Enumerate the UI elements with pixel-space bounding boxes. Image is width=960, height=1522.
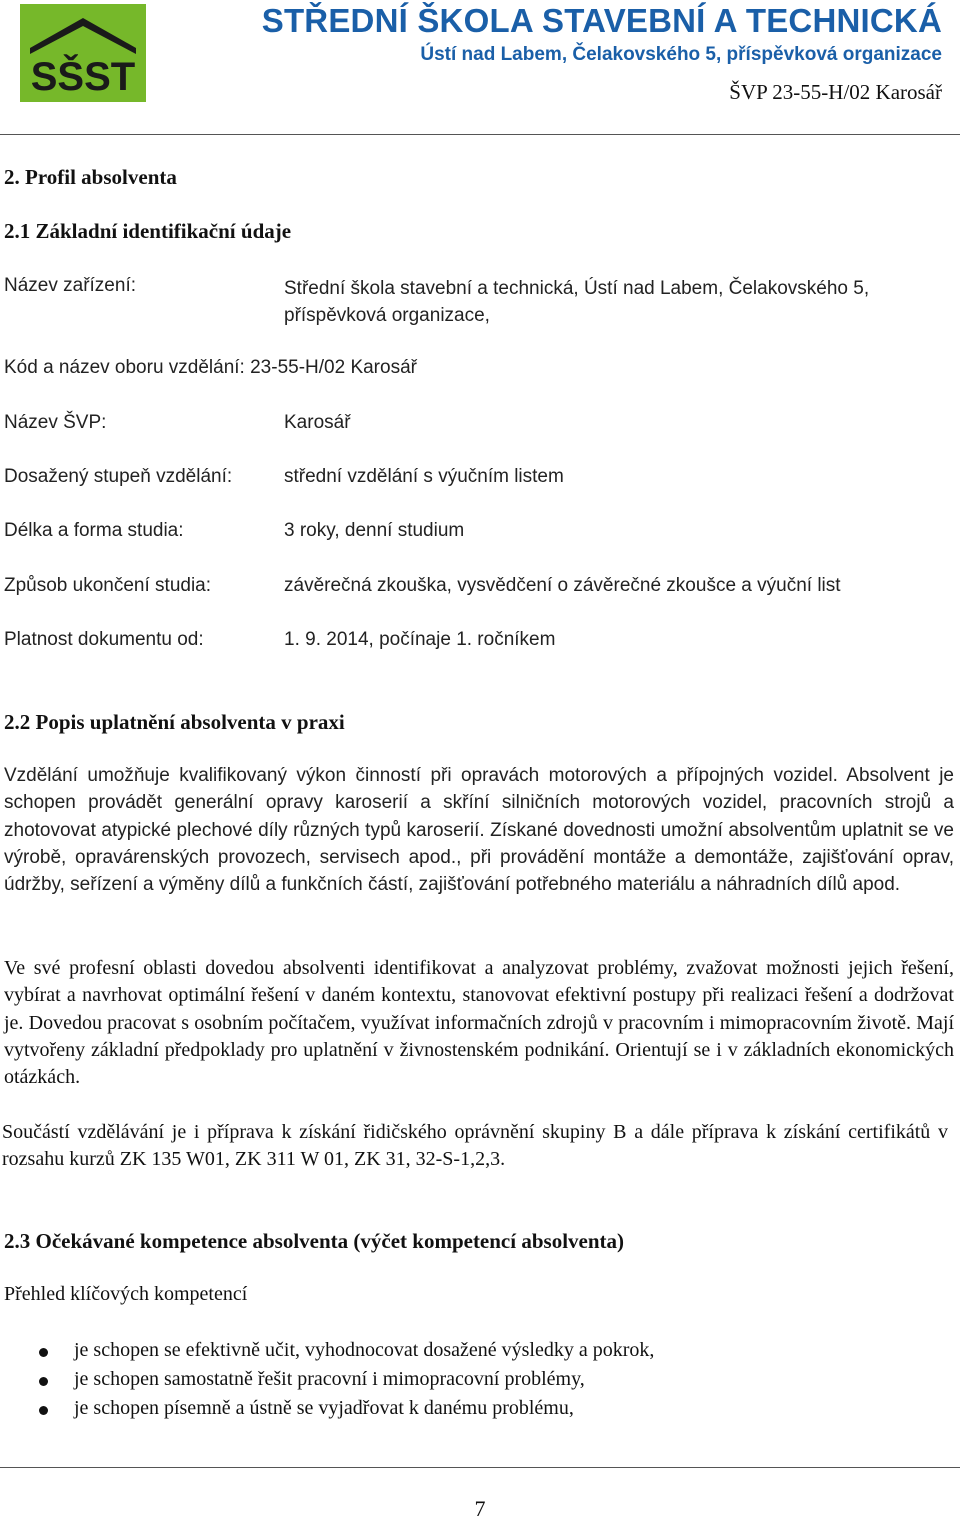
info-row-label: Způsob ukončení studia: <box>4 575 212 596</box>
bullet-icon <box>39 1348 48 1357</box>
bullet-text: je schopen se efektivně učit, vyhodnocovat dosažené výsledky a pokrok, <box>74 1339 655 1361</box>
svp-code: ŠVP 23-55-H/02 Karosář <box>729 80 942 104</box>
school-name: STŘEDNÍ ŠKOLA STAVEBNÍ A TECHNICKÁ <box>261 2 942 39</box>
bullet-icon <box>39 1406 48 1415</box>
bullet-item <box>74 1397 574 1420</box>
field-code-line: Kód a název oboru vzdělání: 23-55-H/02 Karosář <box>4 357 417 378</box>
subsection-2-2-heading: 2.2 Popis uplatnění absolventa v praxi <box>4 710 345 734</box>
info-row-value: 1. 9. 2014, počínaje 1. ročníkem <box>284 629 556 650</box>
info-row-label: Platnost dokumentu od: <box>4 629 204 650</box>
info-row-value: 3 roky, denní studium <box>284 520 465 541</box>
footer-divider <box>0 1467 960 1468</box>
info-row-value: závěrečná zkouška, vysvědčení o závěrečné zkoušce a výuční list <box>284 575 841 596</box>
info-row-label: Dosažený stupeň vzdělání: <box>4 466 233 487</box>
info-row-value: Karosář <box>284 412 351 433</box>
bullet-icon <box>39 1377 48 1386</box>
facility-value: Střední škola stavební a technická, Ústí nad Labem, Čelakovského 5, příspěvková organizace, <box>284 278 870 326</box>
info-row-label: Délka a forma studia: <box>4 520 184 541</box>
subsection-2-1-heading: 2.1 Základní identifikační údaje <box>4 219 292 243</box>
info-row-label: Název ŠVP: <box>4 412 107 433</box>
bullet-item <box>74 1339 654 1362</box>
paragraph-skills: Ve své profesní oblasti dovedou absolventi identifikovat a analyzovat problémy, zvažovat možnosti jejich řešení, vybírat a navrhovat optimální řešení v daném kontextu, stanovovat efektivní postupy při realizaci řešení a dodržovat je. Dovedou pracovat s osobním počítačem, využívat informačních zdrojů v pracovním i mimopracovním životě. Mají vytvořeny základní předpoklady pro uplatnění v živnostenském podnikání. Orientují se i v základních ekonomických otázkách. <box>4 957 954 1089</box>
bullet-item <box>74 1368 585 1391</box>
header-divider <box>0 134 960 135</box>
logo-text: SŠST <box>30 55 136 99</box>
paragraph-employment: Vzdělání umožňuje kvalifikovaný výkon činností při opravách motorových a přípojných vozidel. Absolvent je schopen provádět generální opravy karoserií a skříní silničních motorových vozidel, pracovních strojů a zhotovovat atypické plechové díly různých typů karoserií. Získané dovednosti umožní absolventům uplatnit se ve výrobě, opravárenských provozech, servisech apod., při provádění montáže a demontáže, zajišťování oprav, údržby, seřízení a výměny dílů a funkčních částí, zajišťování potřebného materiálu a náhradních dílů apod. <box>4 765 954 896</box>
info-row-value: střední vzdělání s výučním listem <box>284 466 564 487</box>
subsection-2-3-heading: 2.3 Očekávané kompetence absolventa (výčet kompetencí absolventa) <box>4 1229 625 1253</box>
competences-intro: Přehled klíčových kompetencí <box>4 1283 248 1305</box>
bullet-text: je schopen samostatně řešit pracovní i mimopracovní problémy, <box>74 1368 585 1390</box>
school-address: Ústí nad Labem, Čelakovského 5, příspěvková organizace <box>420 44 942 65</box>
section-heading: 2. Profil absolventa <box>4 165 177 189</box>
bullet-text: je schopen písemně a ústně se vyjadřovat k danému problému, <box>74 1397 574 1419</box>
paragraph-certificates: Součástí vzdělávání je i příprava k získání řidičského oprávnění skupiny B a dále příprava k získání certifikátů v rozsahu kurzů ZK 135 W01, ZK 311 W 01, ZK 31, 32-S-1,2,3. <box>2 1121 948 1171</box>
school-logo <box>20 4 146 102</box>
facility-label: Název zařízení: <box>4 275 136 296</box>
page-number: 7 <box>474 1496 486 1521</box>
